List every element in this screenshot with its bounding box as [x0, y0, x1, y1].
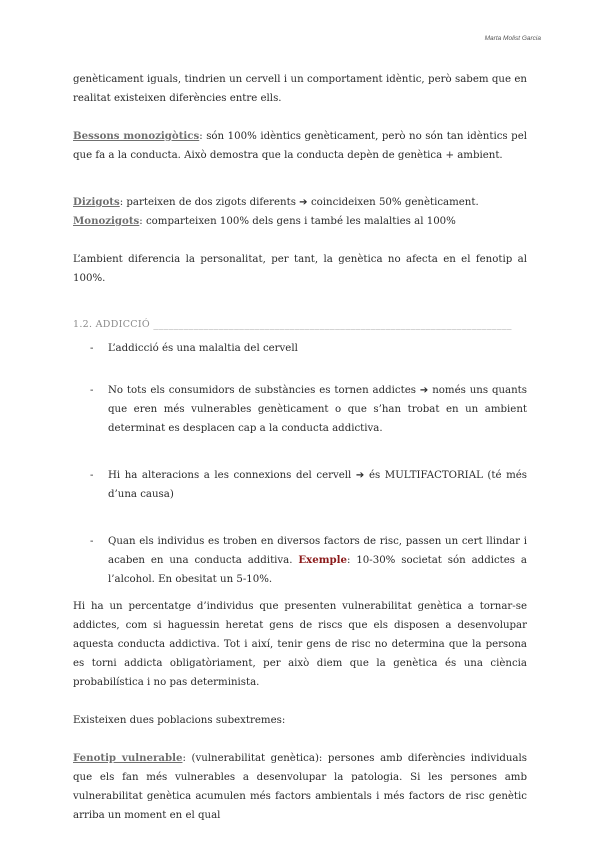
paragraph-genetic-vulnerability: Hi ha un percentatge d’individus que presenten vulnerabilitat genètica a tornar-se addictes, com si haguessin heretat gens de riscs que els disposen a desenvolupar aquesta conducta addictiva. Tot i així, tenir gens de risc no determina que la persona es torni addicta obligatòriament, per això diem que la genètica és una ciència probabilística i no pas determinista. [73, 601, 527, 688]
addiction-bullet-list [73, 339, 527, 589]
term-monozygotic-twins: Bessons monozigòtics [73, 130, 200, 142]
text-monozygotic: : comparteixen 100% dels gens i també les malalties al 100% [139, 216, 456, 227]
bullet-item: - L’addicció és una malaltia del cervell [73, 339, 527, 358]
bullet-item: - Hi ha alteracions a les connexions del cervell ➔ és MULTIFACTORIAL (té més d’una causa) [73, 466, 527, 504]
term-dizygotic: Dizigots [73, 196, 120, 208]
bullet-text-example: : 10-30% societat són addictes a l’alcohol. En obesitat un 5-10%. [108, 555, 528, 585]
text-vulnerable-phenotype: : (vulnerabilitat genètica): persones amb diferències individuals que els fan més vulnerables a desenvolupar la patologia. Si les persones amb vulnerabilitat genètica acumulen més factors ambientals i més factors de risc genètic arriba un moment en el qual [73, 753, 527, 821]
term-monozygotic: Monozigots [73, 215, 140, 227]
paragraph-twins-intro: genèticament iguals, tindrien un cervell i un comportament idèntic, però sabem que en realitat existeixen diferències entre ells. [73, 74, 527, 104]
bullet-item: - No tots els consumidors de substàncies es tornen addictes ➔ només uns quants que eren més vulnerables genèticament o que s’han trobat en un ambient determinat es desplacen cap a la conducta addictiva. [73, 381, 527, 438]
paragraph-dizygotic [73, 193, 527, 212]
section-title: 1.2. ADDICCIÓ [73, 319, 150, 330]
paragraph-environment: L’ambient diferencia la personalitat, per tant, la genètica no afecta en el fenotip al 100%. [73, 254, 527, 284]
paragraph-vulnerable-phenotype [73, 749, 527, 825]
section-heading-addiction [73, 315, 527, 334]
page-header-author: Marta Molist Garcia [484, 35, 541, 42]
paragraph-monozygotic [73, 212, 527, 231]
text-monozygotic-twins: : són 100% idèntics genèticament, però no són tan idèntics pel que fa a la conducta. Això demostra que la conducta depèn de genètica + ambient. [73, 131, 527, 161]
paragraph-monozygotic-twins [73, 127, 527, 165]
paragraph-two-populations: Existeixen dues poblacions subextremes: [73, 715, 286, 726]
text-dizygotic: : parteixen de dos zigots diferents ➔ coincideixen 50% genèticament. [119, 197, 479, 208]
bullet-item [73, 532, 527, 589]
example-label: Exemple [298, 554, 347, 566]
document-body [73, 70, 527, 825]
bullet-text: Quan els individus es troben en diversos factors de risc, passen un cert llindar i acaben en una conducta additiva. [108, 536, 527, 566]
section-rule: _______________________________________________________________________ [153, 319, 512, 330]
term-vulnerable-phenotype: Fenotip vulnerable [73, 752, 183, 764]
